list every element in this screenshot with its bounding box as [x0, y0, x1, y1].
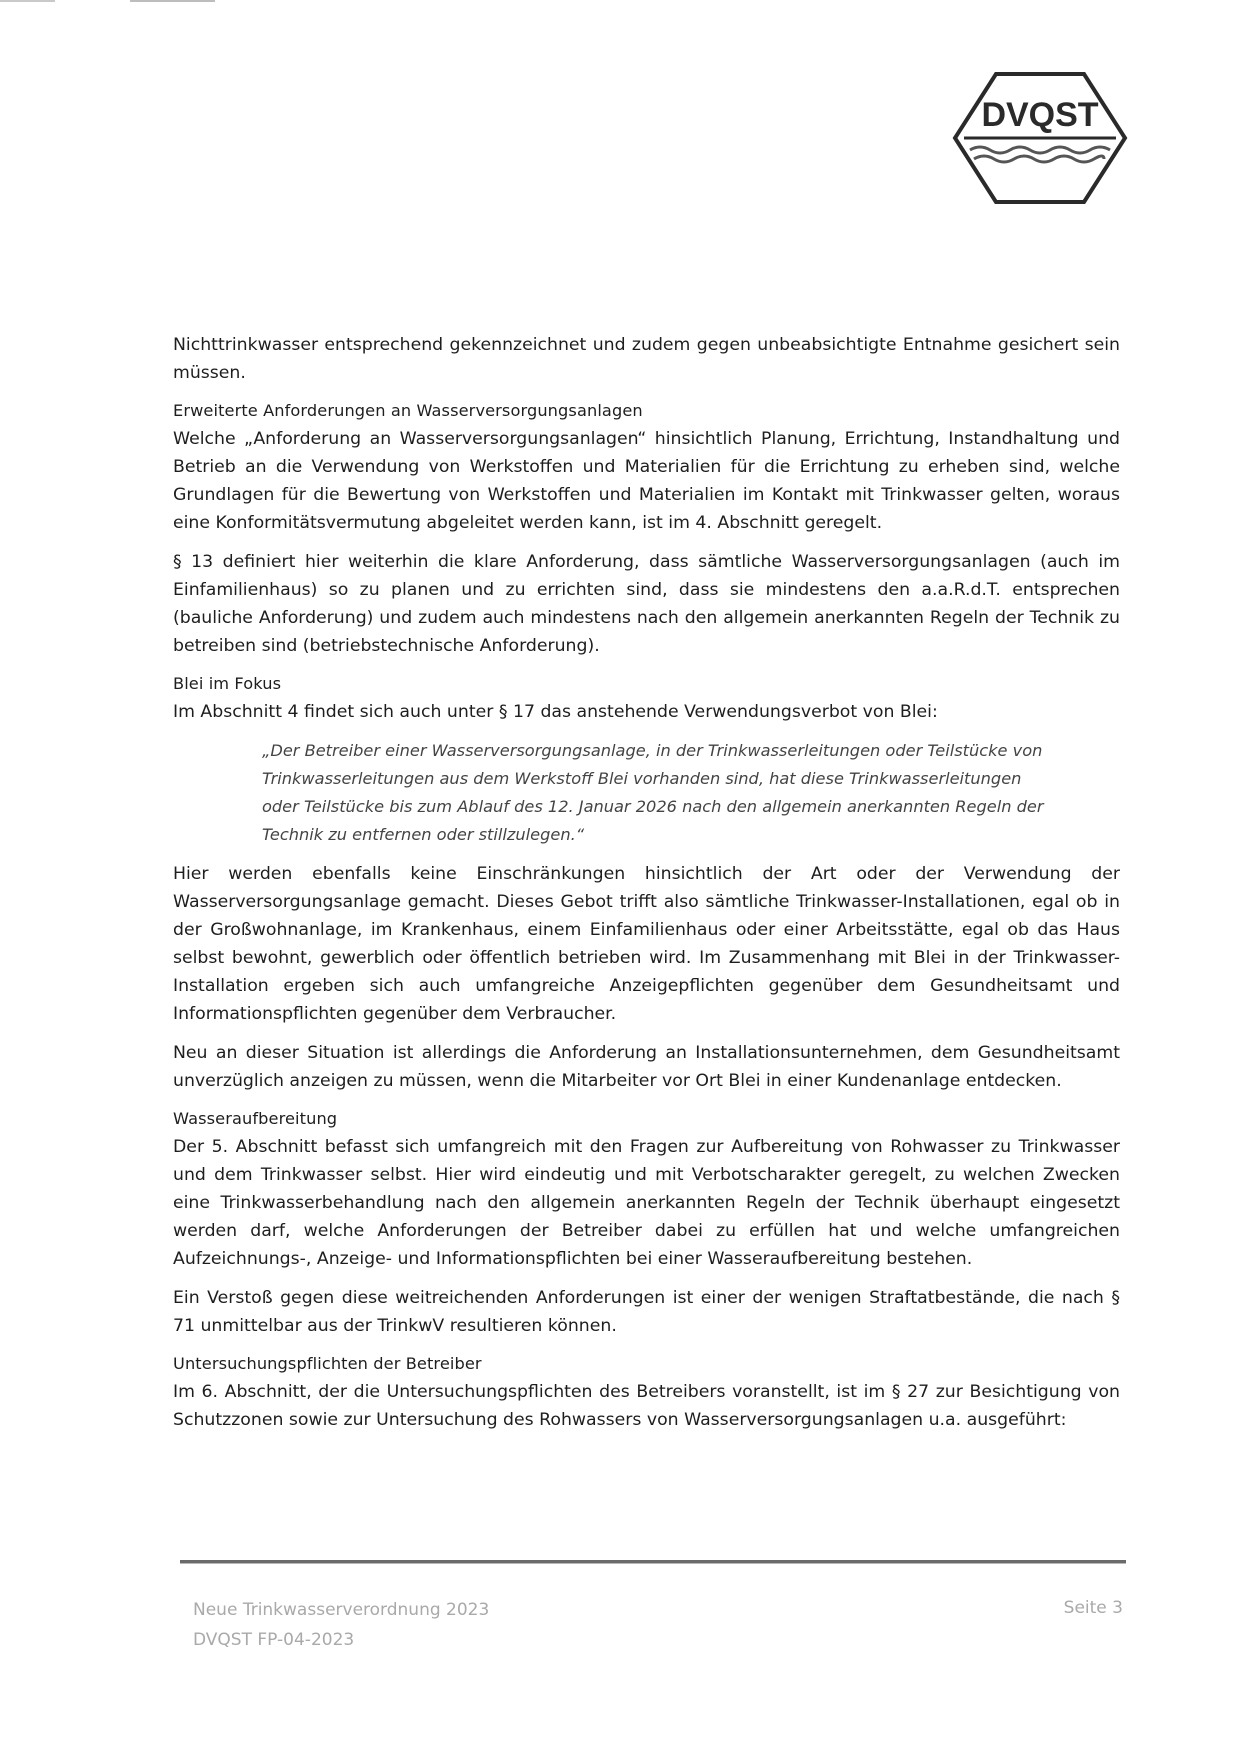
logo-text: DVQST	[981, 96, 1099, 134]
heading-erweiterte-anforderungen: Erweiterte Anforderungen an Wasserversorgungsanlagen	[173, 401, 643, 420]
paragraph-paragraph-13: § 13 definiert hier weiterhin die klare Anforderung, dass sämtliche Wasserversorgungsanlagen (auch im Einfamilienhaus) so zu planen und zu errichten sind, dass sie mindestens den a.a.R.d.T. entsprechen (bauliche Anforderung) und zudem auch mindestens nach den allgemein anerkannten Regeln der Technik zu betreiben sind (betriebstechnische Anforderung).	[173, 552, 1120, 656]
scan-edge-line	[0, 0, 215, 2]
heading-untersuchungspflichten: Untersuchungspflichten der Betreiber	[173, 1354, 482, 1373]
footer-document-title: Neue Trinkwasserverordnung 2023	[193, 1600, 490, 1620]
paragraph-nichttrinkwasser: Nichttrinkwasser entsprechend gekennzeichnet und zudem gegen unbeabsichtigte Entnahme gesichert sein müssen.	[173, 335, 1120, 383]
dvqst-logo	[952, 71, 1128, 206]
paragraph-abschnitt-5: Der 5. Abschnitt befasst sich umfangreich mit den Fragen zur Aufbereitung von Rohwasser zu Trinkwasser und dem Trinkwasser selbst. Hier wird eindeutig und mit Verbotscharakter geregelt, zu welchen Zwecken eine Trinkwasserbehandlung nach den allgemein anerkannten Regeln der Technik überhaupt eingesetzt werden darf, welche Anforderungen der Betreiber dabei zu erfüllen hat und welche umfangreichen Aufzeichnungs-, Anzeige- und Informationspflichten bei einer Wasseraufbereitung bestehen.	[173, 1137, 1120, 1269]
heading-blei-im-fokus: Blei im Fokus	[173, 674, 282, 693]
footer-page-number: Seite 3	[1063, 1598, 1123, 1618]
footer-document-code: DVQST FP-04-2023	[193, 1630, 355, 1650]
paragraph-anforderung-werkstoffe: Welche „Anforderung an Wasserversorgungsanlagen“ hinsichtlich Planung, Errichtung, Instandhaltung und Betrieb an die Verwendung von Werkstoffen und Materialien für die Errichtung zu erheben sind, welche Grundlagen für die Bewertung von Werkstoffen und Materialien im Kontakt mit Trinkwasser gelten, woraus eine Konformitätsvermutung abgeleitet werden kann, ist im 4. Abschnitt geregelt.	[173, 429, 1120, 533]
quote-paragraph-17: „Der Betreiber einer Wasserversorgungsanlage, in der Trinkwasserleitungen oder Teilstücke von Trinkwasserleitungen aus dem Werkstoff Blei vorhanden sind, hat diese Trinkwasserleitungen oder Teilstücke bis zum Ablauf des 12. Januar 2026 nach den allgemein anerkannten Regeln der Technik zu entfernen oder stillzulegen.“	[262, 741, 1044, 844]
dvqst-logo-graphic	[952, 71, 1128, 206]
heading-wasseraufbereitung: Wasseraufbereitung	[173, 1109, 338, 1128]
footer-divider	[180, 1560, 1126, 1564]
paragraph-abschnitt-6: Im 6. Abschnitt, der die Untersuchungspflichten des Betreibers voranstellt, ist im § 27 zur Besichtigung von Schutzzonen sowie zur Untersuchung des Rohwassers von Wasserversorgungsanlagen u.a. ausgeführt:	[173, 1382, 1120, 1430]
page-content	[173, 331, 1120, 1434]
paragraph-keine-einschraenkungen: Hier werden ebenfalls keine Einschränkungen hinsichtlich der Art oder der Verwendung der Wasserversorgungsanlage gemacht. Dieses Gebot trifft also sämtliche Trinkwasser-Installationen, egal ob in der Großwohnanlage, im Krankenhaus, einem Einfamilienhaus oder einer Arbeitsstätte, egal ob das Haus selbst bewohnt, gewerblich oder öffentlich betrieben wird. Im Zusammenhang mit Blei in der Trinkwasser-Installation ergeben sich auch umfangreiche Anzeigepflichten gegenüber dem Gesundheitsamt und Informationspflichten gegenüber dem Verbraucher.	[173, 864, 1120, 1024]
paragraph-installationsunternehmen: Neu an dieser Situation ist allerdings die Anforderung an Installationsunternehmen, dem Gesundheitsamt unverzüglich anzeigen zu müssen, wenn die Mitarbeiter vor Ort Blei in einer Kundenanlage entdecken.	[173, 1043, 1120, 1091]
paragraph-verstoss: Ein Verstoß gegen diese weitreichenden Anforderungen ist einer der wenigen Straftatbestände, die nach § 71 unmittelbar aus der TrinkwV resultieren können.	[173, 1288, 1120, 1336]
paragraph-verwendungsverbot-blei: Im Abschnitt 4 findet sich auch unter § 17 das anstehende Verwendungsverbot von Blei:	[173, 702, 938, 722]
